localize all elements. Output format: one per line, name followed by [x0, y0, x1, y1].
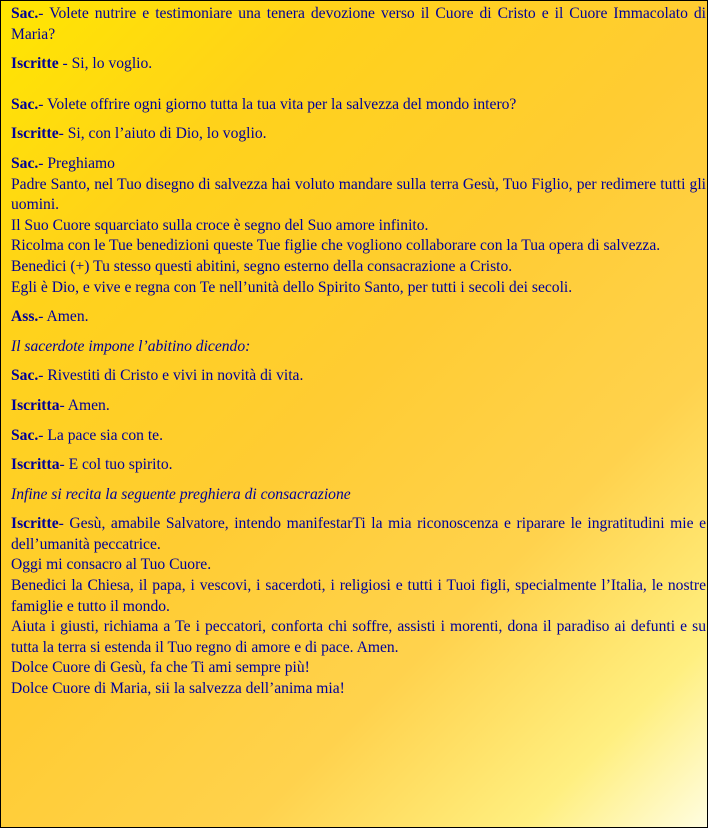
speaker-label: Iscritte — [11, 515, 59, 533]
paragraph-ass — [11, 307, 706, 328]
speaker-label: Iscritte — [11, 55, 59, 73]
prayer-line — [11, 154, 706, 175]
dialogue-text: - E col tuo spirito. — [59, 456, 173, 474]
paragraph-sac-2 — [11, 95, 706, 116]
speaker-label: Ass. — [11, 308, 39, 326]
dialogue-text: - Volete nutrire e testimoniare una tenera devozione verso il Cuore di Cristo e il Cuore Immacolato di Maria? — [11, 5, 706, 43]
dialogue-text: - Si, lo voglio. — [58, 55, 153, 73]
speaker-label: Iscritta — [11, 456, 60, 474]
dialogue-text: - Volete offrire ogni giorno tutta la tua vita per la salvezza del mondo intero? — [38, 95, 517, 113]
dialogue-text: - Amen. — [59, 396, 110, 414]
consecration-line: Oggi mi consacro al Tuo Cuore. — [11, 556, 212, 574]
speaker-label: Sac. — [11, 5, 39, 22]
prayer-line: Benedici (+) Tu stesso questi abitini, segno esterno della consacrazione a Cristo. — [11, 257, 513, 275]
speaker-label: Sac. — [11, 426, 39, 444]
speaker-label: Sac. — [11, 154, 39, 172]
paragraph-sac-1 — [11, 4, 706, 45]
paragraph-iscritta-1 — [11, 396, 706, 417]
paragraph-sac-4 — [11, 426, 706, 447]
consecration-line — [11, 514, 706, 555]
paragraph-sac-3 — [11, 366, 706, 387]
dialogue-text: - La pace sia con te. — [38, 426, 163, 444]
consecration-line: Dolce Cuore di Gesù, fa che Ti ami sempre più! — [11, 659, 310, 677]
prayer-line: Il Suo Cuore squarciato sulla croce è segno del Suo amore infinito. — [11, 216, 429, 234]
prayer-line: Egli è Dio, e vive e regna con Te nell’unità dello Spirito Santo, per tutti i secoli dei secoli. — [11, 278, 573, 296]
rubric-instruction: Il sacerdote impone l’abitino dicendo: — [11, 337, 251, 355]
consecration-line: Aiuta i giusti, richiama a Te i peccatori, conforta chi soffre, assisti i morenti, dona il paradiso ai defunti e su tutta la terra si estenda il Tuo regno di amore e di pace. Amen. — [11, 618, 706, 656]
speaker-label: Sac. — [11, 95, 39, 113]
paragraph-iscritte-2 — [11, 124, 706, 145]
dialogue-text: - Si, con l’aiuto di Dio, lo voglio. — [58, 125, 267, 143]
consecration-line: Benedici la Chiesa, il papa, i vescovi, i sacerdoti, i religiosi e tutti i Tuoi figli, specialmente l’Italia, le nostre famiglie e tutto il mondo. — [11, 577, 706, 615]
paragraph-prayer — [11, 154, 706, 298]
speaker-label: Iscritte — [11, 125, 59, 143]
dialogue-text: - Rivestiti di Cristo e vivi in novità di vita. — [38, 367, 304, 385]
speaker-label: Sac. — [11, 367, 39, 385]
dialogue-text: - Amen. — [38, 308, 89, 326]
prayer-line: Padre Santo, nel Tuo disegno di salvezza hai voluto mandare sulla terra Gesù, Tuo Figlio, per redimere tutti gli uomini. — [11, 175, 706, 214]
paragraph-iscritta-2 — [11, 455, 706, 476]
paragraph-iscritte-1 — [11, 54, 706, 75]
prayer-line: Ricolma con le Tue benedizioni queste Tue figlie che vogliono collaborare con la Tua opera di salvezza. — [11, 237, 661, 255]
dialogue-text: - Preghiamo — [38, 154, 115, 172]
paragraph-consecration — [11, 514, 706, 699]
rubric-instruction: Infine si recita la seguente preghiera di consacrazione — [11, 485, 351, 503]
consecration-line: Dolce Cuore di Maria, sii la salvezza dell’anima mia! — [11, 680, 345, 698]
speaker-label: Iscritta — [11, 396, 60, 414]
dialogue-text: - Gesù, amabile Salvatore, intendo manifestarTi la mia riconoscenza e riparare le ingratitudini mie e dell’umanità peccatrice. — [11, 515, 706, 553]
